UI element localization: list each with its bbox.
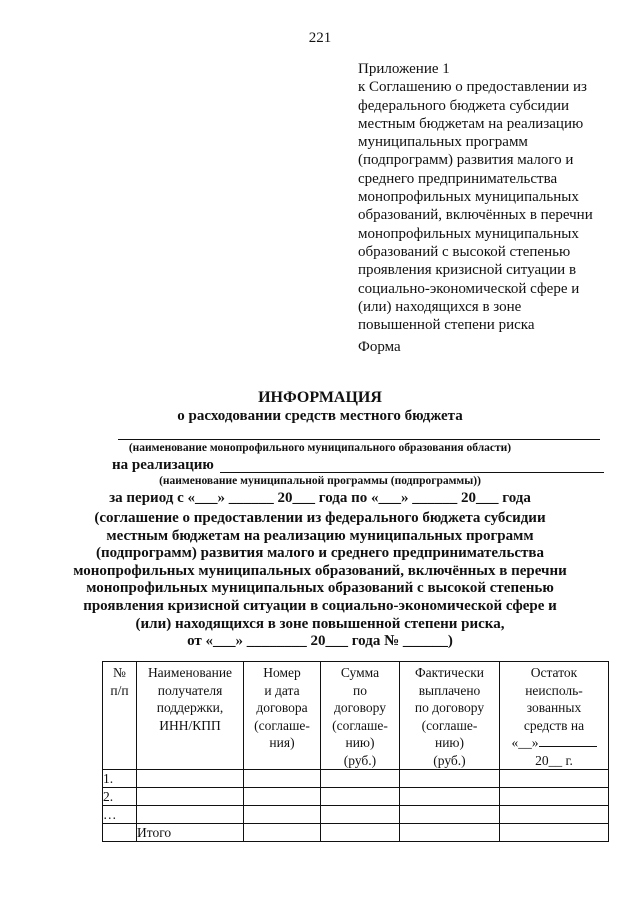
- appendix-line: социально-экономической сфере и: [358, 280, 580, 297]
- table-cell[interactable]: [321, 824, 400, 842]
- table-cell: …: [103, 806, 137, 824]
- table-cell: 2.: [103, 788, 137, 806]
- table-cell[interactable]: [321, 806, 400, 824]
- table-cell[interactable]: [244, 770, 321, 788]
- table-cell: [103, 824, 137, 842]
- table-cell[interactable]: [321, 770, 400, 788]
- agreement-line: монопрофильных муниципальных образований с высокой степенью: [86, 580, 554, 597]
- appendix-line: федерального бюджета субсидии: [358, 97, 570, 114]
- header-recipient: Наименование получателя поддержки, ИНН/КПП: [137, 662, 244, 770]
- appendix-line: муниципальных программ: [358, 134, 528, 151]
- table-cell[interactable]: [500, 824, 609, 842]
- expenses-table: [102, 661, 609, 842]
- document-title: ИНФОРМАЦИЯ: [258, 389, 382, 406]
- program-caption: (наименование муниципальной программы (подпрограммы)): [159, 475, 481, 487]
- municipality-caption: (наименование монопрофильного муниципального образования области): [128, 442, 512, 454]
- table-row: [103, 788, 609, 806]
- appendix-line: монопрофильных муниципальных: [358, 225, 579, 242]
- table-cell[interactable]: [400, 806, 500, 824]
- table-cell[interactable]: [400, 770, 500, 788]
- municipality-name-field[interactable]: [118, 425, 600, 440]
- table-cell[interactable]: [244, 788, 321, 806]
- appendix-line: (подпрограмм) развития малого и: [358, 152, 574, 169]
- table-cell[interactable]: [500, 770, 609, 788]
- agreement-line: от «___» ________ 20___ года № ______): [187, 633, 453, 650]
- table-cell[interactable]: [400, 824, 500, 842]
- appendix-line: повышенной степени риска: [358, 317, 535, 334]
- table-cell[interactable]: [137, 770, 244, 788]
- form-label: Форма: [358, 339, 401, 355]
- appendix-line: образований с высокой степенью: [358, 243, 571, 260]
- table-cell: 1.: [103, 770, 137, 788]
- appendix-line: монопрофильных муниципальных: [358, 189, 579, 206]
- table-row: [103, 806, 609, 824]
- header-row-number: № п/п: [103, 662, 137, 770]
- remainder-date-open: «__»: [511, 735, 539, 750]
- table-cell[interactable]: [400, 788, 500, 806]
- agreement-block: [0, 510, 640, 651]
- agreement-line: проявления кризисной ситуации в социально-экономической сфере и: [83, 597, 557, 614]
- agreement-line: (соглашение о предоставлении из федерального бюджета субсидии: [94, 510, 546, 526]
- appendix-line: Приложение 1: [358, 61, 450, 77]
- header-contract-amount: Сумма по договору (соглаше- нию) (руб.): [321, 662, 400, 770]
- appendix-line: среднего предпринимательства: [358, 170, 558, 187]
- agreement-line: монопрофильных муниципальных образований, включённых в перечни: [73, 562, 567, 579]
- table-cell[interactable]: [137, 806, 244, 824]
- table-cell[interactable]: [244, 824, 321, 842]
- appendix-line: к Соглашению о предоставлении из: [358, 79, 587, 96]
- remainder-date-blank[interactable]: [539, 734, 597, 747]
- table-row: [103, 770, 609, 788]
- appendix-line: (или) находящихся в зоне: [358, 298, 522, 315]
- appendix-line: образований, включённых в перечни: [358, 207, 593, 224]
- appendix-line: проявления кризисной ситуации в: [358, 262, 577, 279]
- header-unused-balance: Остаток неисполь- зованных средств на «__» 20__ г.: [500, 662, 609, 770]
- table-cell[interactable]: [137, 788, 244, 806]
- table-cell[interactable]: [244, 806, 321, 824]
- implementation-label: на реализацию: [112, 457, 214, 473]
- table-cell[interactable]: [321, 788, 400, 806]
- header-paid-amount: Фактически выплачено по договору (соглаше- нию) (руб.): [400, 662, 500, 770]
- agreement-line: (подпрограмм) развития малого и среднего предпринимательства: [95, 545, 545, 562]
- period-line: за период с «___» ______ 20___ года по «___» ______ 20___ года: [109, 490, 531, 506]
- appendix-line: местным бюджетам на реализацию: [358, 115, 584, 132]
- agreement-line: (или) находящихся в зоне повышенной степени риска,: [135, 615, 505, 632]
- agreement-line: местным бюджетам на реализацию муниципальных программ: [106, 527, 534, 544]
- table-total-row: [103, 824, 609, 842]
- appendix-block: [358, 60, 618, 334]
- program-name-field[interactable]: [220, 456, 604, 473]
- document-subtitle: о расходовании средств местного бюджета: [177, 408, 463, 424]
- remainder-year: 20__ г.: [535, 752, 573, 768]
- page-number: 221: [308, 30, 332, 46]
- header-contract-number: Номер и дата договора (соглаше- ния): [244, 662, 321, 770]
- total-label: Итого: [137, 824, 244, 842]
- table-cell[interactable]: [500, 788, 609, 806]
- table-header-row: [103, 662, 609, 770]
- table-cell[interactable]: [500, 806, 609, 824]
